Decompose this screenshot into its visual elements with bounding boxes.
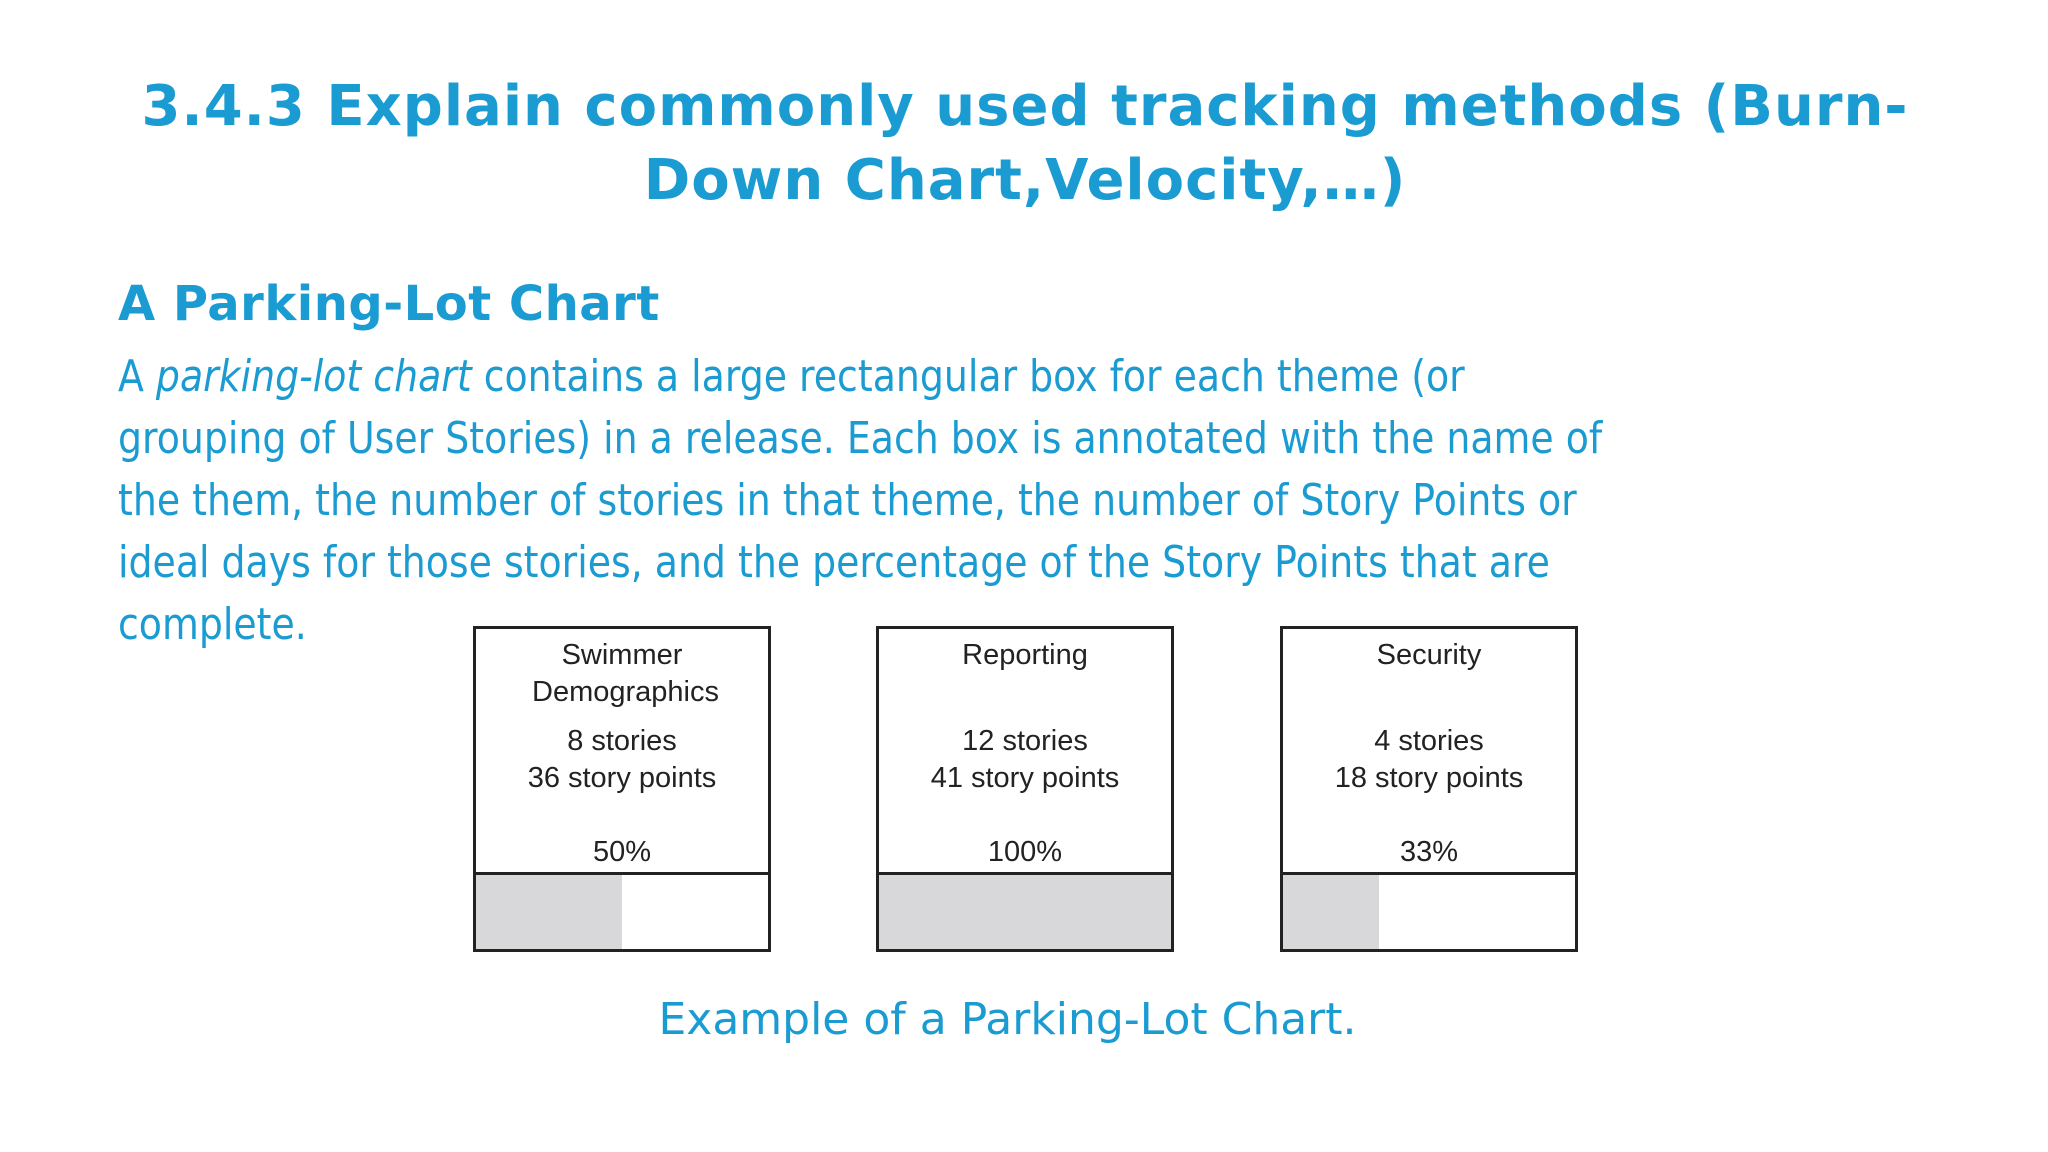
- parking-lot-box-reporting: [876, 626, 1174, 952]
- box-story-count: 4 stories: [1374, 725, 1484, 757]
- box-theme-name: Security: [1376, 639, 1482, 671]
- box-progress-fill: [879, 875, 1171, 949]
- box-percent-complete: 33%: [1399, 836, 1459, 868]
- box-theme-name: Swimmer Demographics: [532, 639, 719, 708]
- box-story-points: 18 story points: [1334, 762, 1524, 794]
- box-percent-complete: 50%: [592, 836, 652, 868]
- parking-lot-box-security: [1280, 626, 1578, 952]
- box-progress-fill: [476, 875, 622, 949]
- slide-title: 3.4.3 Explain commonly used tracking methods (Burn-Down Chart,Velocity,…): [141, 74, 1909, 213]
- figure-caption: Example of a Parking-Lot Chart.: [658, 994, 1357, 1045]
- parking-lot-box-swimmer-demographics: [473, 626, 771, 952]
- box-theme-name: Reporting: [962, 639, 1088, 671]
- paragraph-lead: A: [118, 351, 156, 402]
- body-paragraph: [118, 346, 1632, 656]
- box-progress-bar: [879, 872, 1171, 949]
- paragraph-term: parking-lot chart: [155, 351, 472, 402]
- paragraph-rest: contains a large rectangular box for each theme (or grouping of User Stories) in a release. Each box is annotated with the name of the them, the number of stories in that theme, the number of Story Points or ideal days for those stories, and the percentage of the Story Points that are complete.: [118, 351, 1603, 650]
- box-story-points: 41 story points: [930, 762, 1120, 794]
- box-progress-bar: [476, 872, 768, 949]
- box-progress-bar: [1283, 872, 1575, 949]
- box-progress-fill: [1283, 875, 1379, 949]
- box-percent-complete: 100%: [987, 836, 1063, 868]
- box-story-count: 12 stories: [962, 725, 1088, 757]
- box-story-points: 36 story points: [527, 762, 717, 794]
- box-story-count: 8 stories: [567, 725, 677, 757]
- section-heading: A Parking-Lot Chart: [118, 276, 660, 332]
